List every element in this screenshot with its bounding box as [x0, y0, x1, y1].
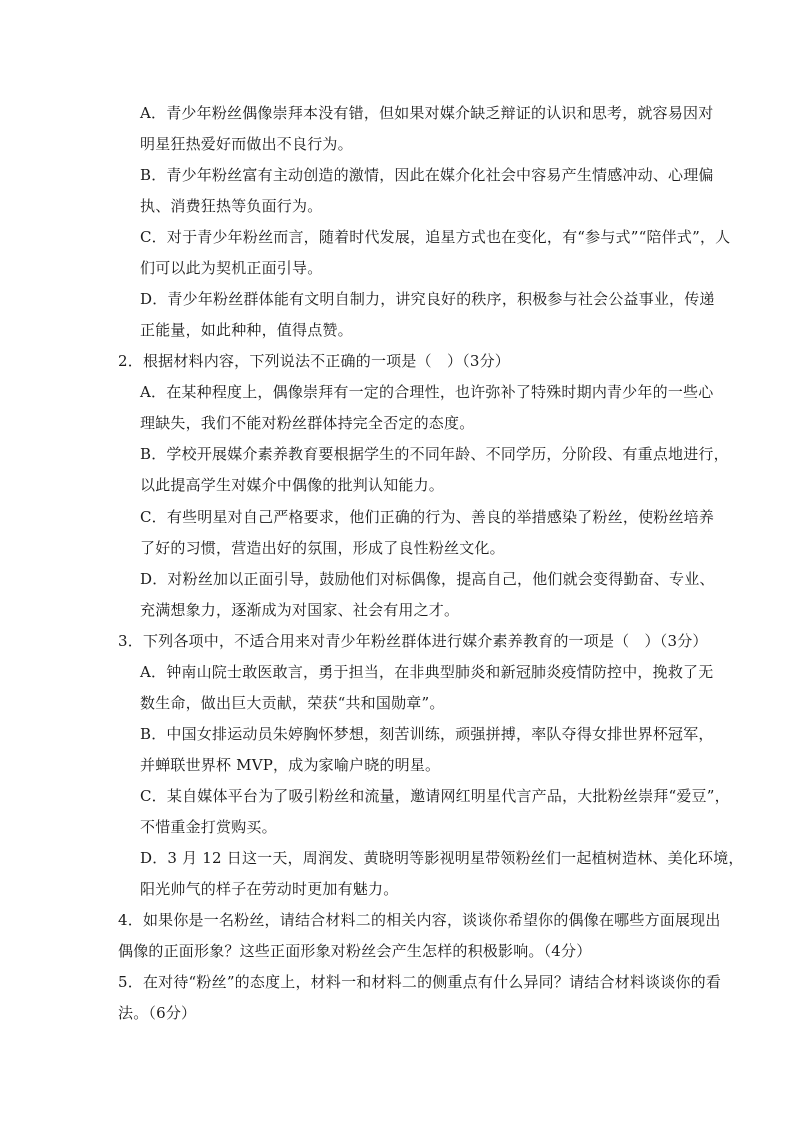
- q2-option-d-line1: D．对粉丝加以正面引导，鼓励他们对标偶像，提高自己，他们就会变得勤奋、专业、: [140, 570, 715, 588]
- q1-option-c-line2: 们可以此为契机正面引导。: [140, 259, 323, 277]
- q1-option-d-line2: 正能量，如此种种，值得点赞。: [140, 321, 353, 339]
- q3-option-a-line2: 数生命，做出巨大贡献，荣获“共和国勋章”。: [140, 694, 445, 712]
- q1-option-b-line1: B．青少年粉丝富有主动创造的激情，因此在媒介化社会中容易产生情感冲动、心理偏: [140, 166, 714, 184]
- q3-option-a-line1: A．钟南山院士敢医敢言，勇于担当，在非典型肺炎和新冠肺炎疫情防控中，挽救了无: [140, 663, 714, 681]
- q3-option-d-line1: D．3 月 12 日这一天，周润发、黄晓明等影视明星带领粉丝们一起植树造林、美化环境，: [140, 849, 744, 867]
- q2-option-c-line1: C．有些明星对自己严格要求，他们正确的行为、善良的举措感染了粉丝，使粉丝培养: [140, 508, 715, 526]
- q3-option-b-line1: B．中国女排运动员朱婷胸怀梦想，刻苦训练，顽强拼搏，率队夺得女排世界杯冠军，: [140, 725, 714, 743]
- q2-option-a-line2: 理缺失，我们不能对粉丝群体持完全否定的态度。: [140, 414, 475, 432]
- q2-option-b-line1: B．学校开展媒介素养教育要根据学生的不同年龄、不同学历，分阶段、有重点地进行，: [140, 445, 729, 463]
- q2-stem: 2．根据材料内容，下列说法不正确的一项是（ ）（3分）: [118, 352, 510, 370]
- q3-stem: 3．下列各项中，不适合用来对青少年粉丝群体进行媒介素养教育的一项是（ ）（3分）: [118, 632, 708, 650]
- q3-option-c-line2: 不惜重金打赏购买。: [140, 818, 277, 836]
- q3-option-c-line1: C．某自媒体平台为了吸引粉丝和流量，邀请网红明星代言产品，大批粉丝崇拜“爱豆”，: [140, 787, 730, 805]
- q2-option-b-line2: 以此提高学生对媒介中偶像的批判认知能力。: [140, 476, 445, 494]
- q2-option-d-line2: 充满想象力，逐渐成为对国家、社会有用之才。: [140, 601, 460, 619]
- q1-option-c-line1: C．对于青少年粉丝而言，随着时代发展，追星方式也在变化，有“参与式”“陪伴式”，人: [140, 228, 731, 246]
- q5-stem-line1: 5．在对待“粉丝”的态度上，材料一和材料二的侧重点有什么异同？请结合材料谈谈你的看: [118, 973, 722, 991]
- q2-option-a-line1: A．在某种程度上，偶像崇拜有一定的合理性，也许弥补了特殊时期内青少年的一些心: [140, 383, 714, 401]
- q1-option-a-line1: A．青少年粉丝偶像崇拜本没有错，但如果对媒介缺乏辩证的认识和思考，就容易因对: [140, 104, 714, 122]
- q4-stem-line2: 偶像的正面形象？这些正面形象对粉丝会产生怎样的积极影响。（4分）: [118, 942, 592, 960]
- q3-option-d-line2: 阳光帅气的样子在劳动时更加有魅力。: [140, 880, 399, 898]
- q2-option-c-line2: 了好的习惯，营造出好的氛围，形成了良性粉丝文化。: [140, 539, 505, 557]
- q4-stem-line1: 4．如果你是一名粉丝，请结合材料二的相关内容，谈谈你希望你的偶像在哪些方面展现出: [118, 911, 721, 929]
- q3-option-b-line2: 并蝉联世界杯 MVP，成为家喻户晓的明星。: [140, 756, 441, 774]
- q1-option-b-line2: 执、消费狂热等负面行为。: [140, 197, 323, 215]
- q1-option-d-line1: D．青少年粉丝群体能有文明自制力，讲究良好的秩序，积极参与社会公益事业，传递: [140, 290, 715, 308]
- q1-option-a-line2: 明星狂热爱好而做出不良行为。: [140, 135, 353, 153]
- q5-stem-line2: 法。（6分）: [118, 1004, 197, 1022]
